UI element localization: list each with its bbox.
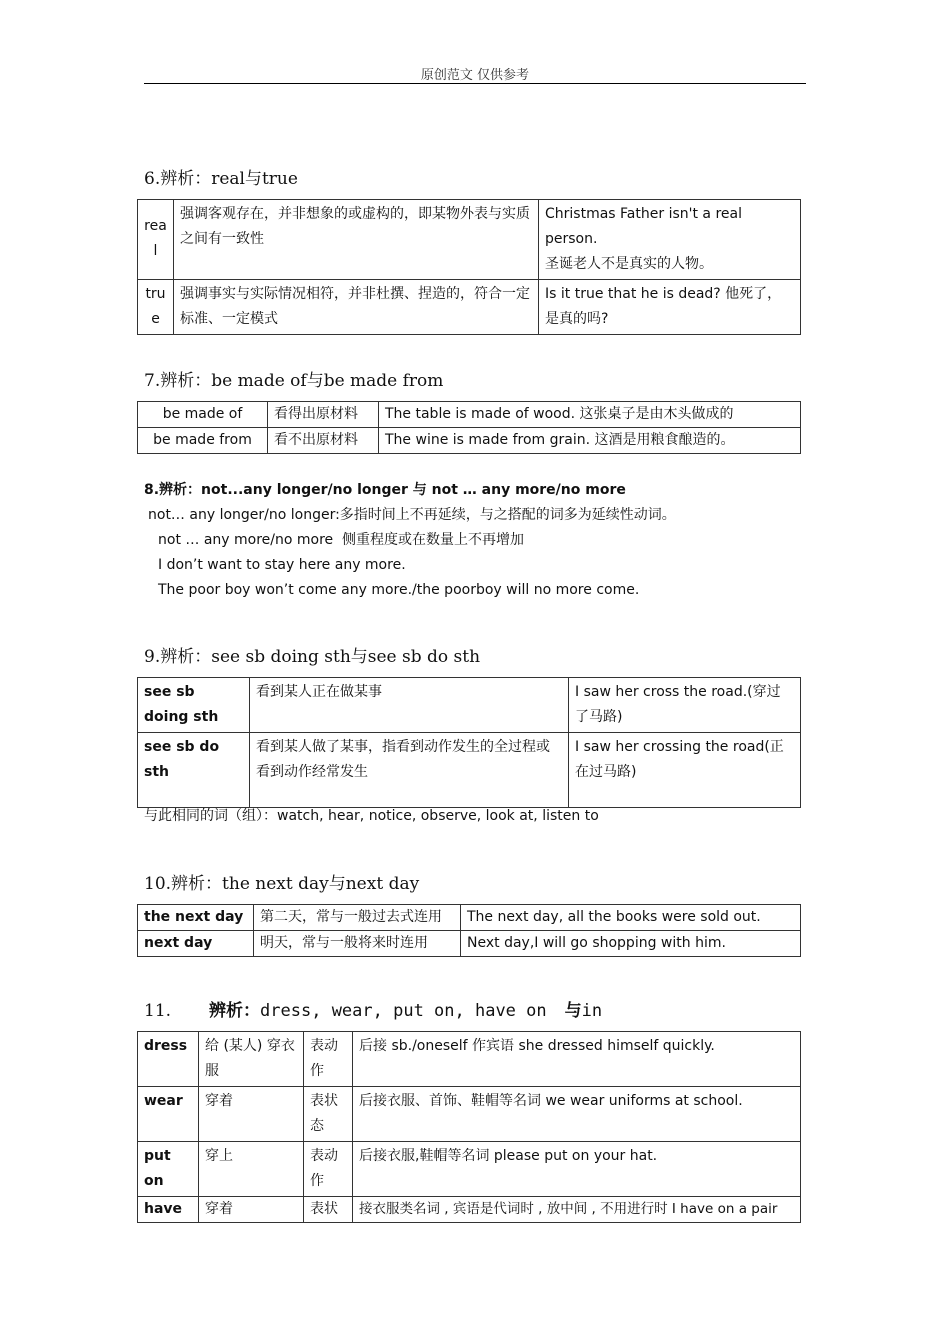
desc-cell: 接衣服类名词 , 宾语是代词时 , 放中间 , 不用进行时 I have on a pair <box>353 1197 801 1223</box>
section-9-table <box>137 677 801 808</box>
word-cell: put on <box>138 1142 199 1197</box>
table-row <box>138 678 801 733</box>
section-6-table <box>137 199 801 335</box>
section-11-number: 11. <box>144 1001 172 1021</box>
page-header: 原创范文 仅供参考 <box>420 68 530 83</box>
word-cell: dress <box>138 1032 199 1087</box>
table-row <box>138 931 801 957</box>
example-cell: I saw her cross the road.(穿过了马路) <box>569 678 801 733</box>
word-cell: be made from <box>138 428 268 454</box>
word-cell: real <box>138 200 174 280</box>
section-11-table <box>137 1031 801 1223</box>
example-cell: The table is made of wood. 这张桌子是由木头做成的 <box>379 402 801 428</box>
word-cell: the next day <box>138 905 254 931</box>
section-6-title: 6.辨析：real与true <box>144 169 298 189</box>
desc-cell: 明天，常与一般将来时连用 <box>254 931 461 957</box>
meaning-cell: 穿着 <box>199 1197 304 1223</box>
table-row <box>138 200 801 280</box>
table-row <box>138 1087 801 1142</box>
example-cell: Christmas Father isn't a real person. 圣诞老人不是真实的人物。 <box>539 200 801 280</box>
desc-cell: 后接衣服,鞋帽等名词 please put on your hat. <box>353 1142 801 1197</box>
section-8-line: I don’t want to stay here any more. <box>158 557 406 573</box>
meaning-cell: 给 (某人) 穿衣服 <box>199 1032 304 1087</box>
table-row <box>138 402 801 428</box>
table-row <box>138 1142 801 1197</box>
section-10-table <box>137 904 801 957</box>
word-cell: wear <box>138 1087 199 1142</box>
desc-cell: 后接衣服、首饰、鞋帽等名词 we wear uniforms at school. <box>353 1087 801 1142</box>
meaning-cell: 穿着 <box>199 1087 304 1142</box>
desc-cell: 后接 sb./oneself 作宾语 she dressed himself quickly. <box>353 1032 801 1087</box>
word-cell: see sb do sth <box>138 733 250 808</box>
type-cell: 表动作 <box>304 1032 353 1087</box>
table-row <box>138 280 801 335</box>
example-cell: The wine is made from grain. 这酒是用粮食酿造的。 <box>379 428 801 454</box>
section-8-title: 8.辨析：not...any longer/no longer 与 not … any more/no more <box>144 482 626 498</box>
desc-cell: 看到某人正在做某事 <box>250 678 569 733</box>
table-row <box>138 733 801 808</box>
type-cell: 表动作 <box>304 1142 353 1197</box>
example-cell: Is it true that he is dead? 他死了，是真的吗? <box>539 280 801 335</box>
section-8-line: not… any longer/no longer:多指时间上不再延续，与之搭配的词多为延续性动词。 <box>148 507 676 523</box>
section-11-words: dress, wear, put on, have on <box>260 1001 547 1021</box>
word-cell: true <box>138 280 174 335</box>
example-cell: Next day,I will go shopping with him. <box>461 931 801 957</box>
desc-cell: 看得出原材料 <box>268 402 379 428</box>
section-7-title: 7.辨析：be made of与be made from <box>144 371 444 391</box>
section-9-note: 与此相同的词（组）：watch, hear, notice, observe, look at, listen to <box>144 808 599 824</box>
desc-cell: 看不出原材料 <box>268 428 379 454</box>
table-row <box>138 1032 801 1087</box>
type-cell: 表状态 <box>304 1087 353 1142</box>
section-8-line: not … any more/no more 侧重程度或在数量上不再增加 <box>158 532 525 548</box>
desc-cell: 强调事实与实际情况相符，并非杜撰、捏造的，符合一定标准、一定模式 <box>174 280 539 335</box>
desc-cell: 强调客观存在，并非想象的或虚构的，即某物外表与实质之间有一致性 <box>174 200 539 280</box>
word-cell: have <box>138 1197 199 1223</box>
section-10-title: 10.辨析：the next day与next day <box>144 874 420 894</box>
word-cell: be made of <box>138 402 268 428</box>
section-11-yu: 与 <box>564 1001 582 1021</box>
section-11-label: 辨析： <box>209 1001 261 1021</box>
section-9-title: 9.辨析：see sb doing sth与see sb do sth <box>144 647 481 667</box>
section-7-table <box>137 401 801 454</box>
table-row <box>138 428 801 454</box>
desc-cell: 看到某人做了某事，指看到动作发生的全过程或看到动作经常发生 <box>250 733 569 808</box>
table-row <box>138 905 801 931</box>
meaning-cell: 穿上 <box>199 1142 304 1197</box>
word-cell: see sb doing sth <box>138 678 250 733</box>
word-cell: next day <box>138 931 254 957</box>
type-cell: 表状 <box>304 1197 353 1223</box>
section-11-tail: in <box>581 1001 603 1021</box>
desc-cell: 第二天，常与一般过去式连用 <box>254 905 461 931</box>
example-cell: I saw her crossing the road(正在过马路) <box>569 733 801 808</box>
section-8-line: The poor boy won’t come any more./the poorboy will no more come. <box>158 582 640 598</box>
example-cell: The next day, all the books were sold out. <box>461 905 801 931</box>
header-divider <box>144 83 806 84</box>
table-row <box>138 1197 801 1223</box>
section-11-title <box>144 996 602 1021</box>
